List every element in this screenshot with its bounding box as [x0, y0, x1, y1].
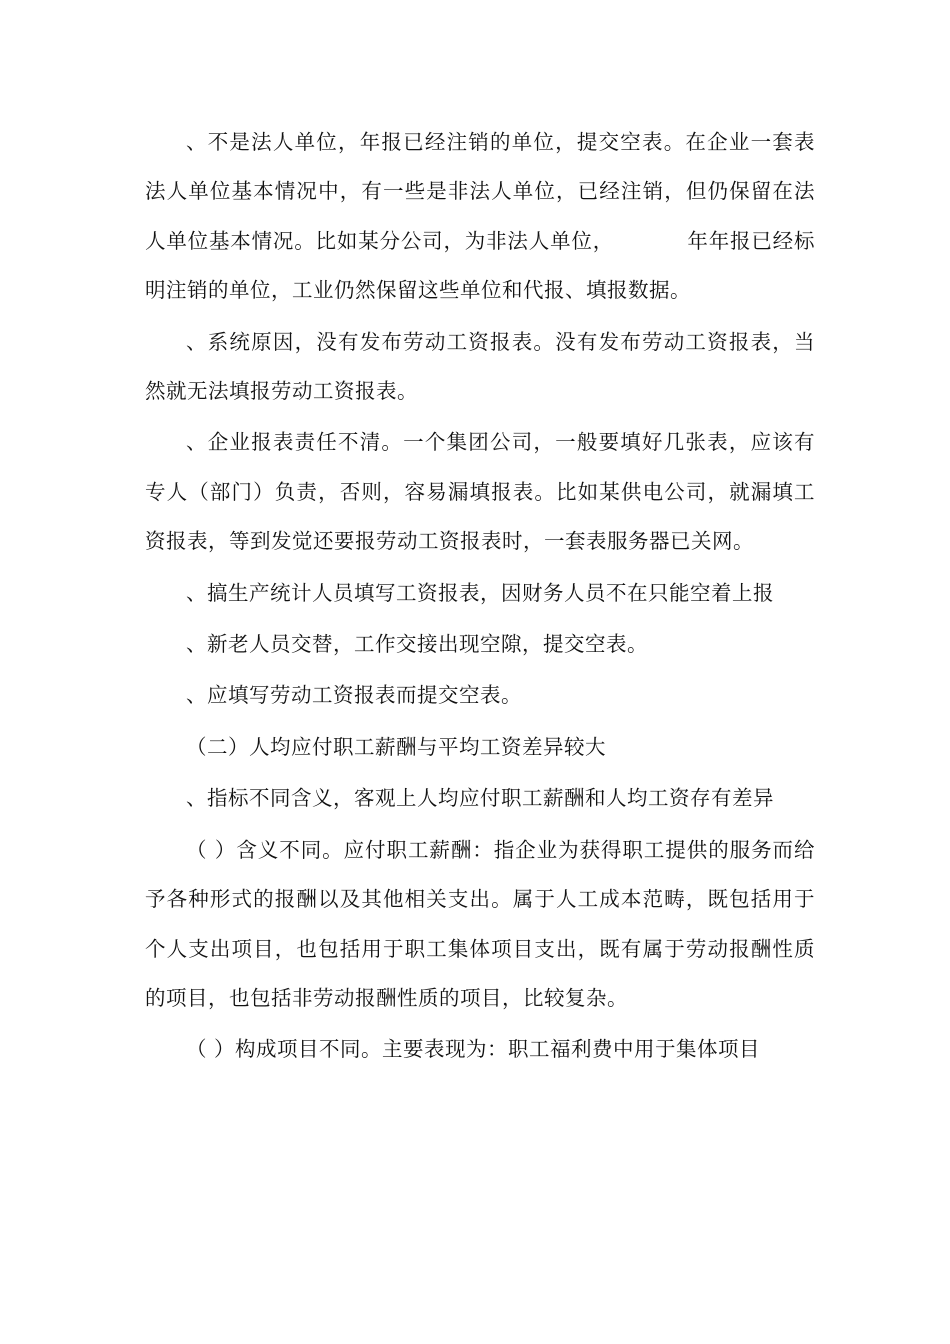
paragraph-4: 、搞生产统计人员填写工资报表，因财务人员不在只能空着上报: [186, 580, 774, 605]
paragraph-1: 、不是法人单位，年报已经注销的单位，提交空表。在企业一套表法人单位基本情况中，有一些是非法人单位，已经注销，但仍保留在法人单位基本情况。比如某分公司，为非法人单位， 年年报已经标明注销的单位，工业仍然保留这些单位和代报、填报数据。: [145, 130, 815, 303]
paragraph-6: 、应填写劳动工资报表而提交空表。: [186, 683, 522, 708]
paragraph-3: 、企业报表责任不清。一个集团公司，一般要填好几张表，应该有专人（部门）负责，否则，容易漏填报表。比如某供电公司，就漏填工资报表，等到发觉还要报劳动工资报表时，一套表服务器已关网。: [145, 430, 815, 554]
section-heading: （二）人均应付职工薪酬与平均工资差异较大: [186, 734, 606, 759]
paragraph-10: （ ）构成项目不同。主要表现为：职工福利费中用于集体项目: [186, 1037, 761, 1062]
paragraph-5: 、新老人员交替，工作交接出现空隙，提交空表。: [186, 632, 648, 657]
document-body: [145, 118, 815, 1077]
paragraph-8: 、指标不同含义，客观上人均应付职工薪酬和人均工资存有差异: [186, 786, 774, 811]
paragraph-9: （ ）含义不同。应付职工薪酬：指企业为获得职工提供的服务而给予各种形式的报酬以及其他相关支出。属于人工成本范畴，既包括用于个人支出项目，也包括用于职工集体项目支出，既有属于劳动报酬性质的项目，也包括非劳动报酬性质的项目，比较复杂。: [145, 837, 815, 1010]
paragraph-2: 、系统原因，没有发布劳动工资报表。没有发布劳动工资报表，当然就无法填报劳动工资报表。: [145, 329, 815, 404]
